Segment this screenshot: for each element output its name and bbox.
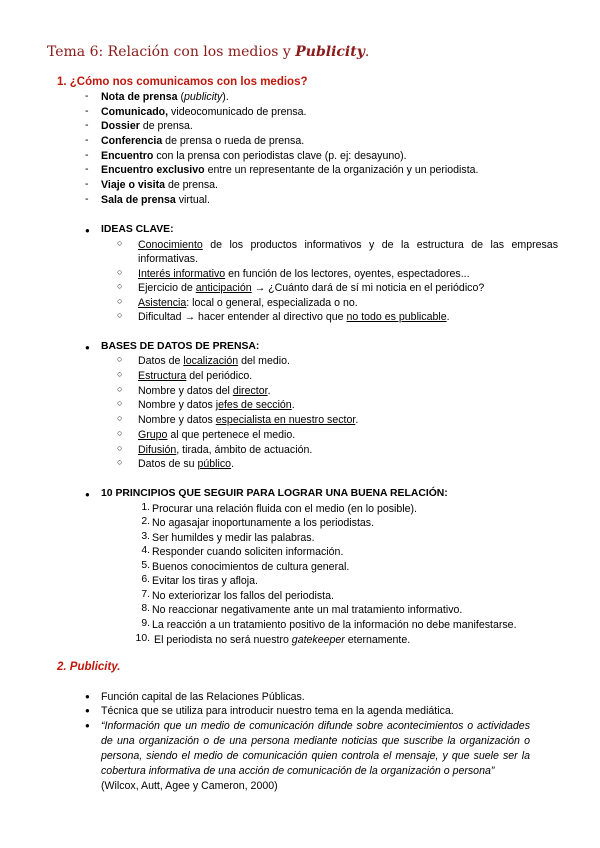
list-number: 6. <box>141 574 150 585</box>
list-item: Procurar una relación fluida con el medio (en lo posible). <box>152 503 417 515</box>
list-item: Nota de prensa (publicity). <box>101 91 229 103</box>
list-item: Nombre y datos del director. <box>138 385 271 397</box>
ideas-heading: IDEAS CLAVE: <box>101 224 174 235</box>
page-title: Tema 6: Relación con los medios y Publicity. <box>47 44 370 60</box>
circle-bullet-icon: ○ <box>117 310 123 320</box>
bullet-icon: ● <box>85 692 90 701</box>
circle-bullet-icon: ○ <box>117 369 123 379</box>
dash-bullet-icon: - <box>85 178 89 190</box>
list-item: Responder cuando soliciten información. <box>152 546 344 558</box>
list-item: Viaje o visita de prensa. <box>101 179 219 191</box>
list-number: 8. <box>141 603 150 614</box>
list-item: Difusión, tirada, ámbito de actuación. <box>138 444 313 456</box>
list-item: No reaccionar negativamente ante un mal tratamiento informativo. <box>152 604 463 616</box>
list-number: 2. <box>141 516 150 527</box>
circle-bullet-icon: ○ <box>117 398 123 408</box>
principles-heading: 10 PRINCIPIOS QUE SEGUIR PARA LOGRAR UNA BUENA RELACIÓN: <box>101 488 448 499</box>
dash-bullet-icon: - <box>85 119 89 131</box>
list-item: Técnica que se utiliza para introducir nuestro tema en la agenda mediática. <box>101 705 454 717</box>
list-item: Datos de localización del medio. <box>138 355 290 367</box>
bases-heading: BASES DE DATOS DE PRENSA: <box>101 341 260 352</box>
circle-bullet-icon: ○ <box>117 281 123 291</box>
list-item: Dificultad → hacer entender al directivo que no todo es publicable. <box>138 311 450 323</box>
dash-bullet-icon: - <box>85 134 89 146</box>
quote-block: “Información que un medio de comunicación difunde sobre acontecimientos o actividades de una organización o de una persona mediante noticias que suscribe la organización o persona, siendo el medio de comunicación quien controla el mensaje, y que suele ser la cobertura informativa de una acción de comunicación de la organización o persona” (Wilcox, Autt, Agee y Cameron, 2000) <box>101 720 530 792</box>
list-item: Ejercicio de anticipación → ¿Cuánto dará de sí mi noticia en el periódico? <box>138 282 485 294</box>
list-item: Estructura del periódico. <box>138 370 253 382</box>
list-item: No exteriorizar los fallos del periodista. <box>152 590 334 602</box>
list-item: Buenos conocimientos de cultura general. <box>152 561 350 573</box>
list-item: Encuentro exclusivo entre un representante de la organización y un periodista. <box>101 164 479 176</box>
dash-bullet-icon: - <box>85 149 89 161</box>
dash-bullet-icon: - <box>85 193 89 205</box>
circle-bullet-icon: ○ <box>117 238 123 248</box>
list-item: Evitar los tiras y afloja. <box>152 575 258 587</box>
dash-bullet-icon: - <box>85 105 89 117</box>
circle-bullet-icon: ○ <box>117 428 123 438</box>
list-item: Comunicado, videocomunicado de prensa. <box>101 106 307 118</box>
circle-bullet-icon: ○ <box>117 413 123 423</box>
list-item: Nombre y datos especialista en nuestro sector. <box>138 414 359 426</box>
list-number: 1. <box>141 502 150 513</box>
bullet-icon: ● <box>85 343 90 352</box>
list-item: El periodista no será nuestro gatekeeper eternamente. <box>154 634 411 646</box>
list-item: Dossier de prensa. <box>101 120 193 132</box>
section-2-heading: 2. Publicity. <box>57 661 121 673</box>
bullet-icon: ● <box>85 721 90 730</box>
dash-bullet-icon: - <box>85 90 89 102</box>
circle-bullet-icon: ○ <box>117 384 123 394</box>
bullet-icon: ● <box>85 706 90 715</box>
circle-bullet-icon: ○ <box>117 267 123 277</box>
list-item: Conocimiento de los productos informativos y de la estructura de las empresas informativas. <box>138 239 558 265</box>
list-item: Datos de su público. <box>138 458 235 470</box>
list-number: 10. <box>135 633 150 644</box>
list-item: Encuentro con la prensa con periodistas clave (p. ej: desayuno). <box>101 150 407 162</box>
circle-bullet-icon: ○ <box>117 296 123 306</box>
list-number: 7. <box>141 589 150 600</box>
list-item: Grupo al que pertenece el medio. <box>138 429 296 441</box>
circle-bullet-icon: ○ <box>117 457 123 467</box>
list-number: 9. <box>141 618 150 629</box>
list-number: 4. <box>141 545 150 556</box>
list-item: Sala de prensa virtual. <box>101 194 210 206</box>
list-item: Asistencia: local o general, especializada o no. <box>138 297 358 309</box>
circle-bullet-icon: ○ <box>117 443 123 453</box>
list-item: Nombre y datos jefes de sección. <box>138 399 295 411</box>
list-item: Interés informativo en función de los lectores, oyentes, espectadores... <box>138 268 470 280</box>
list-number: 5. <box>141 560 150 571</box>
list-item: No agasajar inoportunamente a los periodistas. <box>152 517 375 529</box>
bullet-icon: ● <box>85 490 90 499</box>
circle-bullet-icon: ○ <box>117 354 123 364</box>
list-item: Conferencia de prensa o rueda de prensa. <box>101 135 305 147</box>
list-number: 3. <box>141 531 150 542</box>
list-item: Ser humildes y medir las palabras. <box>152 532 315 544</box>
list-item: La reacción a un tratamiento positivo de la información no debe manifestarse. <box>152 619 517 631</box>
dash-bullet-icon: - <box>85 163 89 175</box>
list-item: Función capital de las Relaciones Públicas. <box>101 691 305 703</box>
section-1-heading: 1. ¿Cómo nos comunicamos con los medios? <box>57 76 308 88</box>
bullet-icon: ● <box>85 226 90 235</box>
